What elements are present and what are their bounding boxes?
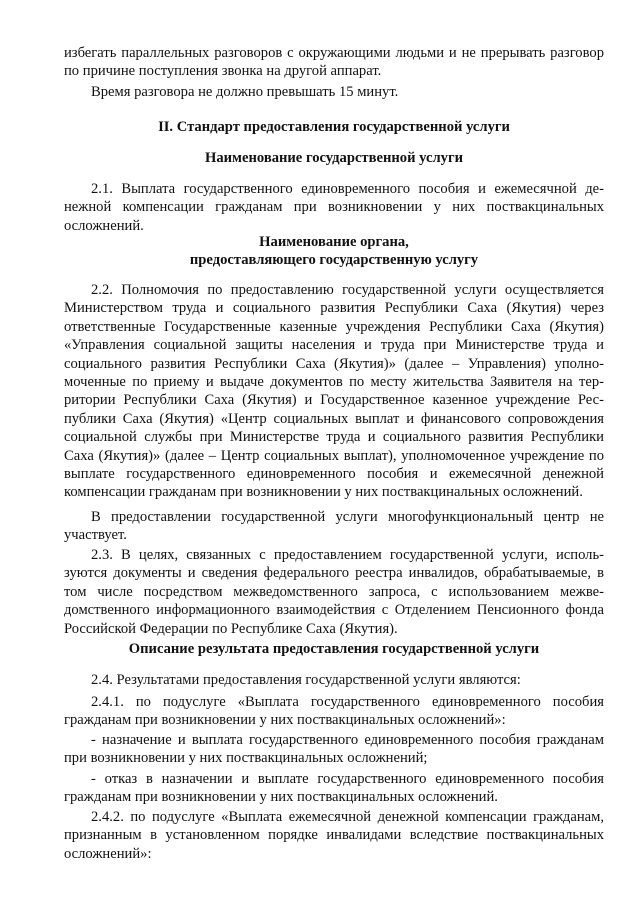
paragraph-dash-2: - отказ в назначении и выплате государственного единовременного пособия гражданам при возникновении у них поствакцинальных осложнений. <box>64 771 604 806</box>
paragraph-2-1: 2.1. Выплата государственного единовременного пособия и ежемесячной денежной компенсации гражданам при возникновении у них поствакцинальных осложнений. <box>64 181 604 234</box>
heading-service-name: Наименование государственной услуги <box>205 150 463 166</box>
heading-organ-line2: предоставляющего государственную услугу <box>189 252 479 268</box>
paragraph-dash-1: - назначение и выплата государственного единовременного пособия гражданам при возникновении у них поствакцинальных осложнений; <box>64 732 604 767</box>
paragraph-2-3: 2.3. В целях, связанных с предоставлением государственной услуги, используются документы и сведения федерального реестра инвалидов, обрабатываемые, в том числе посредством межведомственного запроса, с использованием межведомственного информационного взаимодействия с Отделением Пенсионного фонда Российской Федерации по Республике Саха (Якутия). <box>64 547 604 637</box>
heading-result: Описание результата предоставления государственной услуги <box>128 641 540 657</box>
paragraph-2-4: 2.4. Результатами предоставления государственной услуги являются: <box>91 672 521 688</box>
paragraph-call-duration: Время разговора не должно превышать 15 минут. <box>91 84 399 100</box>
heading-organ-line1: Наименование органа, <box>259 234 409 250</box>
paragraph-continuation: избегать параллельных разговоров с окружающими людьми и не прерывать разговор по причине поступления звонка на другой аппарат. <box>64 45 604 80</box>
paragraph-2-4-1: 2.4.1. по подуслуге «Выплата государственного единовременного пособия гражданам при возникновении у них поствакцинальных осложнений»: <box>64 694 604 729</box>
paragraph-2-4-2: 2.4.2. по подуслуге «Выплата ежемесячной денежной компенсации гражданам, признанным в установленном порядке инвалидами вследствие поствакцинальных осложнений»: <box>64 809 604 862</box>
paragraph-mfc: В предоставлении государственной услуги многофункциональный центр не участвует. <box>64 509 604 544</box>
section-title: II. Стандарт предоставления государственной услуги <box>158 119 510 135</box>
paragraph-2-2: 2.2. Полномочия по предоставлению государственной услуги осуществляется Министерством труда и социального развития Республики Саха (Якутия) через ответственные Государственные казенные учреждения Республики Саха (Якутия) «Управления социальной защиты населения и труда при Министерстве труда и социального развития Республики Саха (Якутия)» (далее – Управления) уполномоченные по приему и выдаче документов по месту жительства Заявителя на территории Республики Саха (Якутия) и Государственное казенное учреждение Республики Саха (Якутия) «Центр социальных выплат и финансового сопровождения социальной службы при Министерстве труда и социального развития Республики Саха (Якутия)» (далее – Центр социальных выплат), уполномоченное учреждение по выплате государственного единовременного пособия и ежемесячной денежной компенсации гражданам при возникновении у них поствакцинальных осложнений. <box>64 282 604 501</box>
